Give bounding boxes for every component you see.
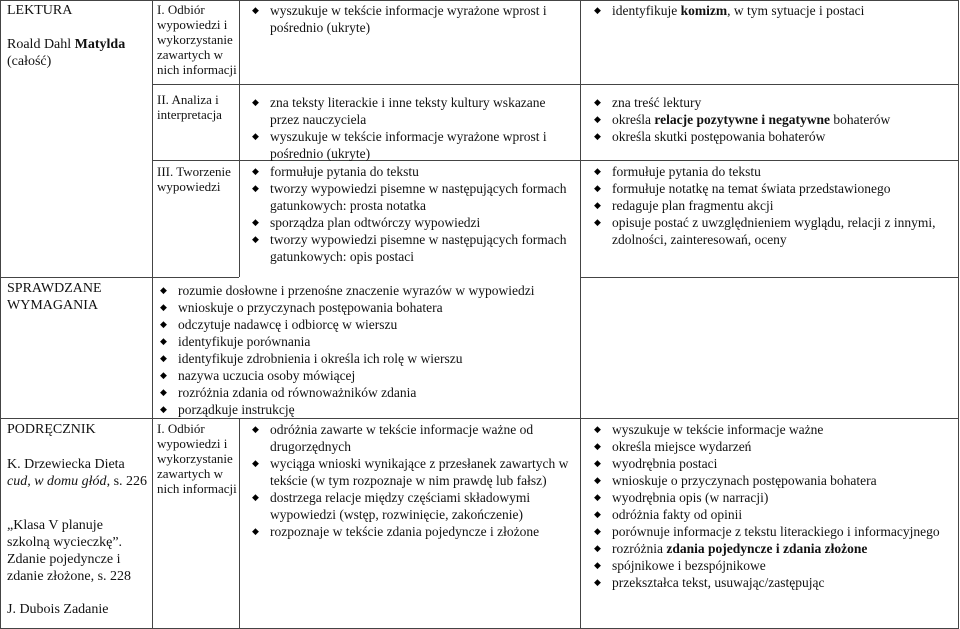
requirement-item: ◆ porównuje informacje z tekstu literackiego i informacyjnego [590, 523, 952, 540]
requirement-item: ◆ odczytuje nadawcę i odbiorcę w wierszu [156, 316, 580, 333]
requirement-item: ◆ nazywa uczucia osoby mówiącej [156, 367, 580, 384]
requirement-item: ◆ opisuje postać z uwzględnieniem wyglądu, relacji z innymi, zdolności, zainteresowań, oceny [590, 214, 952, 248]
requirement-item: ◆ wyodrębnia opis (w narracji) [590, 489, 952, 506]
requirements-label: SPRAWDZANE WYMAGANIA [7, 281, 102, 313]
requirement-item: ◆ rozróżnia zdania pojedyncze i zdania złożone [590, 540, 952, 557]
stage-creation: III. Tworzenie wypowiedzi [157, 164, 231, 194]
requirement-item: ◆ odróżnia fakty od opinii [590, 506, 952, 523]
handbook-item-2: „Klasa V planuje szkolną wycieczkę”. Zdanie pojedyncze i zdanie złożone, s. 228 [7, 518, 132, 584]
requirement-item: ◆ identyfikuje zdrobnienia i określa ich rolę w wierszu [156, 350, 580, 367]
requirement-item: ◆ określa miejsce wydarzeń [590, 438, 952, 455]
stage-reception-2: I. Odbiór wypowiedzi i wykorzystanie zawartych w nich informacji [157, 421, 237, 496]
requirement-item: ◆ rozpoznaje w tekście zdania pojedyncze i złożone [248, 523, 576, 540]
requirement-item: ◆ odróżnia zawarte w tekście informacje ważne od drugorzędnych [248, 421, 576, 455]
requirement-item: ◆ wyodrębnia postaci [590, 455, 952, 472]
requirement-item: ◆ przekształca tekst, usuwając/zastępując [590, 574, 952, 591]
requirement-item: ◆ określa skutki postępowania bohaterów [590, 128, 952, 145]
handbook-item-1: K. Drzewiecka Dieta cud, w domu głód, s. 226 [7, 457, 148, 489]
requirement-item: ◆ redaguje plan fragmentu akcji [590, 197, 952, 214]
requirement-item: ◆ tworzy wypowiedzi pisemne w następujących formach gatunkowych: prosta notatka [248, 180, 576, 214]
requirement-item: ◆ rozumie dosłowne i przenośne znaczenie wyrazów w wypowiedzi [156, 282, 580, 299]
requirement-item: ◆ identyfikuje porównania [156, 333, 580, 350]
requirement-item: ◆ spójnikowe i bezspójnikowe [590, 557, 952, 574]
requirement-item: ◆ określa relacje pozytywne i negatywne bohaterów [590, 111, 952, 128]
requirement-item: ◆ porządkuje instrukcję [156, 401, 580, 418]
requirement-item: ◆ dostrzega relacje między częściami składowymi wypowiedzi (wstęp, rozwinięcie, zakończenie) [248, 489, 576, 523]
book-title: Roald Dahl Matylda (całość) [7, 37, 126, 69]
c3-block1-list [248, 2, 576, 36]
c3-block5-list [248, 421, 576, 540]
requirement-item: ◆ formułuje pytania do tekstu [248, 163, 576, 180]
requirement-item: ◆ formułuje notatkę na temat świata przedstawionego [590, 180, 952, 197]
c4-block5-list [590, 421, 952, 591]
handbook-item-3: J. Dubois Zadanie [7, 602, 109, 617]
requirement-item: ◆ sporządza plan odtwórczy wypowiedzi [248, 214, 576, 231]
c3-block2-list [248, 94, 576, 162]
requirement-item: ◆ wnioskuje o przyczynach postępowania bohatera [156, 299, 580, 316]
c4-block3-list [590, 163, 952, 248]
requirement-item: ◆ wyszukuje w tekście informacje ważne [590, 421, 952, 438]
requirement-item: ◆ wyszukuje w tekście informacje wyrażone wprost i pośrednio (ukryte) [248, 128, 576, 162]
c4-block1-list [590, 2, 952, 19]
requirement-item: ◆ tworzy wypowiedzi pisemne w następujących formach gatunkowych: opis postaci [248, 231, 576, 265]
wide-requirements-list [156, 282, 580, 418]
lektura-label: LEKTURA [7, 3, 73, 18]
requirement-item: ◆ identyfikuje komizm, w tym sytuacje i postaci [590, 2, 952, 19]
requirement-item: ◆ zna teksty literackie i inne teksty kultury wskazane przez nauczyciela [248, 94, 576, 128]
requirement-item: ◆ wyszukuje w tekście informacje wyrażone wprost i pośrednio (ukryte) [248, 2, 576, 36]
requirement-item: ◆ zna treść lektury [590, 94, 952, 111]
c4-block2-list [590, 94, 952, 145]
stage-analysis: II. Analiza i interpretacja [157, 92, 222, 122]
requirement-item: ◆ wyciąga wnioski wynikające z przesłanek zawartych w tekście (w tym rozpoznaje w nim prawdę lub fałsz) [248, 455, 576, 489]
requirement-item: ◆ formułuje pytania do tekstu [590, 163, 952, 180]
handbook-label: PODRĘCZNIK [7, 422, 96, 437]
requirement-item: ◆ rozróżnia zdania od równoważników zdania [156, 384, 580, 401]
requirement-item: ◆ wnioskuje o przyczynach postępowania bohatera [590, 472, 952, 489]
c3-block3-list [248, 163, 576, 265]
stage-reception-1: I. Odbiór wypowiedzi i wykorzystanie zawartych w nich informacji [157, 2, 237, 77]
